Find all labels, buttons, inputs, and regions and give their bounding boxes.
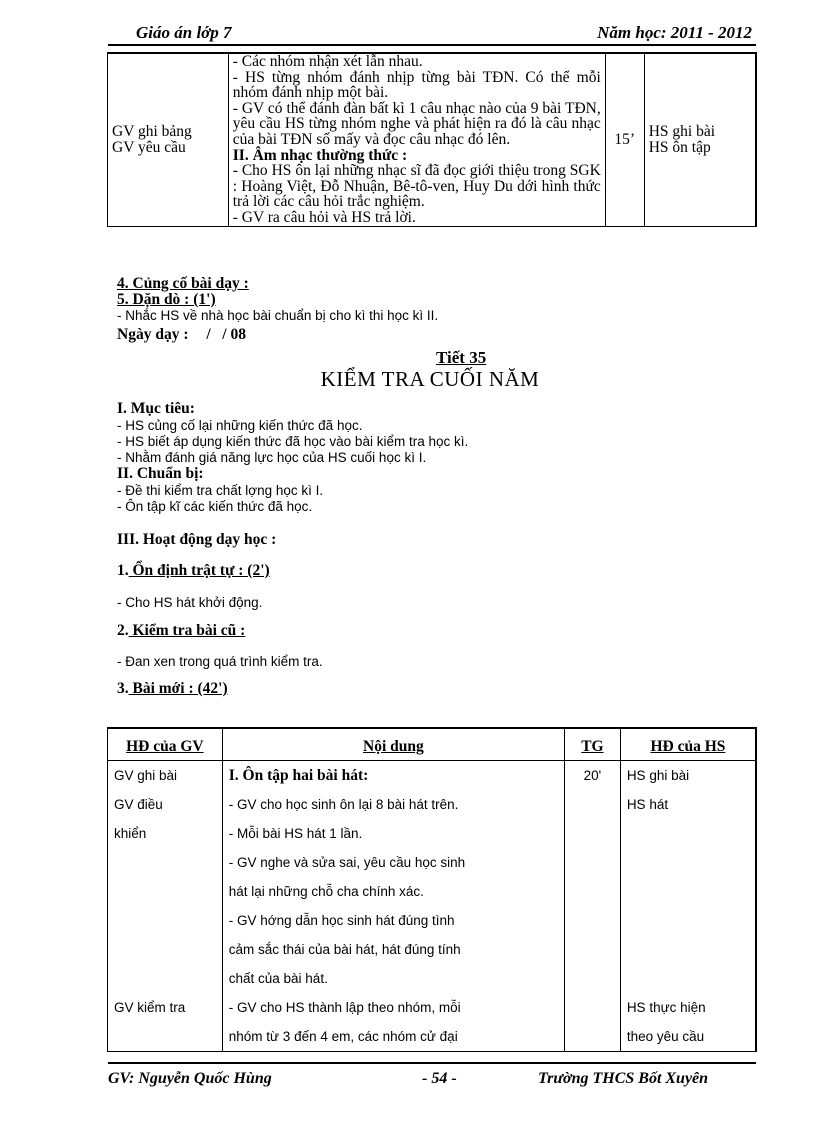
table-header-row — [108, 728, 757, 760]
review-title: Kiểm tra bài cũ : — [128, 622, 246, 639]
teaching-date-label: Ngày dạy : — [117, 326, 189, 343]
content-paragraph: - GV ra câu hỏi và HS trả lời. — [232, 208, 416, 226]
empty-line — [114, 964, 216, 993]
table-row — [108, 760, 757, 1051]
student-activity-cell — [620, 760, 756, 1051]
teacher-activity-line: GV ghi bảng — [112, 123, 192, 141]
stabilize-title: Ổn định trật tự : (2') — [128, 562, 270, 579]
content-line: - Mỗi bài HS hát 1 lần. — [228, 825, 363, 841]
teacher-activity-line: GV yêu cầu — [112, 138, 186, 156]
content-cell — [228, 53, 605, 226]
footer-teacher: GV: Nguyễn Quốc Hùng — [108, 1070, 272, 1087]
content-line: - GV hớng dẫn học sinh hát đúng tình — [228, 912, 455, 928]
table-row — [108, 53, 757, 226]
empty-line — [627, 964, 749, 993]
empty-line — [627, 819, 749, 848]
teacher-activity-line: GV ghi bài — [114, 767, 178, 783]
activities-heading: III. Hoạt động dạy học : — [117, 531, 277, 548]
column-header: HĐ của GV — [108, 728, 223, 760]
time-cell — [565, 760, 621, 1051]
student-activity-line: HS ghi bài — [648, 123, 716, 141]
footer-school: Trường THCS Bốt Xuyên — [538, 1070, 709, 1087]
teacher-activity-line: GV kiểm tra — [114, 999, 186, 1015]
stabilize-number: 1. — [117, 562, 129, 579]
objective-item: - HS củng cố lại những kiến thức đã học. — [117, 418, 363, 433]
content-cell — [222, 760, 564, 1051]
lesson-title: KIỂM TRA CUỐI NĂM — [320, 367, 540, 391]
teacher-activity-cell — [108, 760, 223, 1051]
empty-line — [114, 877, 216, 906]
lesson-activities-table — [107, 727, 757, 1052]
student-activity-line: HS ôn tập — [648, 138, 711, 156]
content-line: cảm sắc thái của bài hát, hát đúng tính — [228, 941, 461, 957]
column-header: Nội dung — [222, 728, 564, 760]
homework-heading: 5. Dặn dò : (1') — [117, 291, 216, 308]
review-number: 2. — [117, 622, 129, 639]
content-line: - GV cho HS thành lập theo nhóm, mỗi — [228, 999, 461, 1015]
content-paragraph: - Cho HS ôn lại những nhạc sĩ đã đọc giới thiệu trong SGK : Hoàng Việt, Đỗ Nhuận, Bê-tô-ven, Huy Du dới hình thức trả lời các câu hỏi trắc nghiệm. — [232, 162, 601, 211]
consolidation-heading: 4. Củng cố bài dạy : — [117, 275, 249, 292]
objectives-heading: I. Mục tiêu: — [117, 400, 195, 417]
header-school-year: Năm học: 2011 - 2012 — [597, 23, 752, 42]
empty-line — [627, 906, 749, 935]
review-heading — [117, 622, 245, 640]
preparation-heading: II. Chuẩn bị: — [117, 465, 204, 482]
page-number: - 54 - — [422, 1070, 457, 1087]
objective-item: - Nhằm đánh giá năng lực học của HS cuối học kì I. — [117, 450, 427, 465]
new-lesson-number: 3. — [117, 680, 129, 697]
content-paragraph: - HS từng nhóm đánh nhịp từng bài TĐN. Có thể mỗi nhóm đánh nhịp một bài. — [232, 68, 601, 102]
new-lesson-heading — [117, 680, 228, 698]
empty-line — [627, 877, 749, 906]
continued-lesson-table — [107, 52, 757, 227]
empty-line — [627, 935, 749, 964]
empty-line — [627, 848, 749, 877]
new-lesson-title: Bài mới : (42') — [128, 680, 228, 697]
stabilize-heading — [117, 562, 270, 580]
page-footer — [108, 1062, 756, 1102]
lesson-number: Tiết 35 — [436, 348, 487, 367]
content-line: hát lại những chỗ cha chính xác. — [228, 883, 424, 899]
teacher-activity-line: khiển — [114, 825, 147, 841]
section-heading: II. Âm nhạc thường thức : — [232, 146, 408, 164]
page-header — [108, 20, 756, 46]
stabilize-text: - Cho HS hát khởi động. — [117, 595, 263, 610]
teacher-activity-cell — [108, 53, 229, 226]
column-header: HĐ của HS — [620, 728, 756, 760]
teacher-activity-line: GV điều — [114, 796, 163, 812]
empty-line — [114, 848, 216, 877]
content-paragraph: - GV có thể đánh đàn bất kì 1 câu nhạc nào của 9 bài TĐN, yêu cầu HS từng nhóm nghe và phát hiện ra đó là câu nhạc của bài TĐN số mấy và đọc câu nhạc đó lên. — [232, 99, 601, 148]
student-activity-line: HS ghi bài — [626, 767, 690, 783]
preparation-item: - Ôn tập kĩ các kiến thức đã học. — [117, 499, 313, 514]
content-line: - GV cho học sinh ôn lại 8 bài hát trên. — [228, 796, 459, 812]
empty-line — [114, 935, 216, 964]
review-text: - Đan xen trong quá trình kiểm tra. — [117, 654, 323, 669]
header-class: Giáo án lớp 7 — [136, 23, 232, 42]
student-activity-cell — [644, 53, 756, 226]
empty-line — [114, 1022, 216, 1051]
student-activity-line: HS thực hiện — [626, 999, 706, 1015]
content-paragraph: - Các nhóm nhận xét lẫn nhau. — [232, 53, 423, 70]
student-activity-line: HS hát — [626, 796, 669, 812]
content-line: - GV nghe và sửa sai, yêu cầu học sinh — [228, 854, 466, 870]
time-value: 20' — [583, 767, 602, 783]
preparation-item: - Đề thi kiểm tra chất lợng học kì I. — [117, 483, 324, 498]
content-line: nhóm từ 3 đến 4 em, các nhóm cử đại — [228, 1028, 458, 1044]
content-line: chất của bài hát. — [228, 970, 328, 986]
time-cell: 15’ — [605, 53, 644, 226]
section-heading: I. Ôn tập hai bài hát: — [228, 766, 369, 784]
homework-text: - Nhắc HS về nhà học bài chuẩn bị cho kì thi học kì II. — [117, 308, 439, 323]
teaching-date — [117, 327, 246, 342]
objective-item: - HS biết áp dụng kiến thức đã học vào bài kiểm tra học kì. — [117, 434, 469, 449]
column-header: TG — [565, 728, 621, 760]
teaching-date-value: / / 08 — [206, 326, 246, 343]
empty-line — [114, 906, 216, 935]
student-activity-line: theo yêu cầu — [626, 1028, 705, 1044]
